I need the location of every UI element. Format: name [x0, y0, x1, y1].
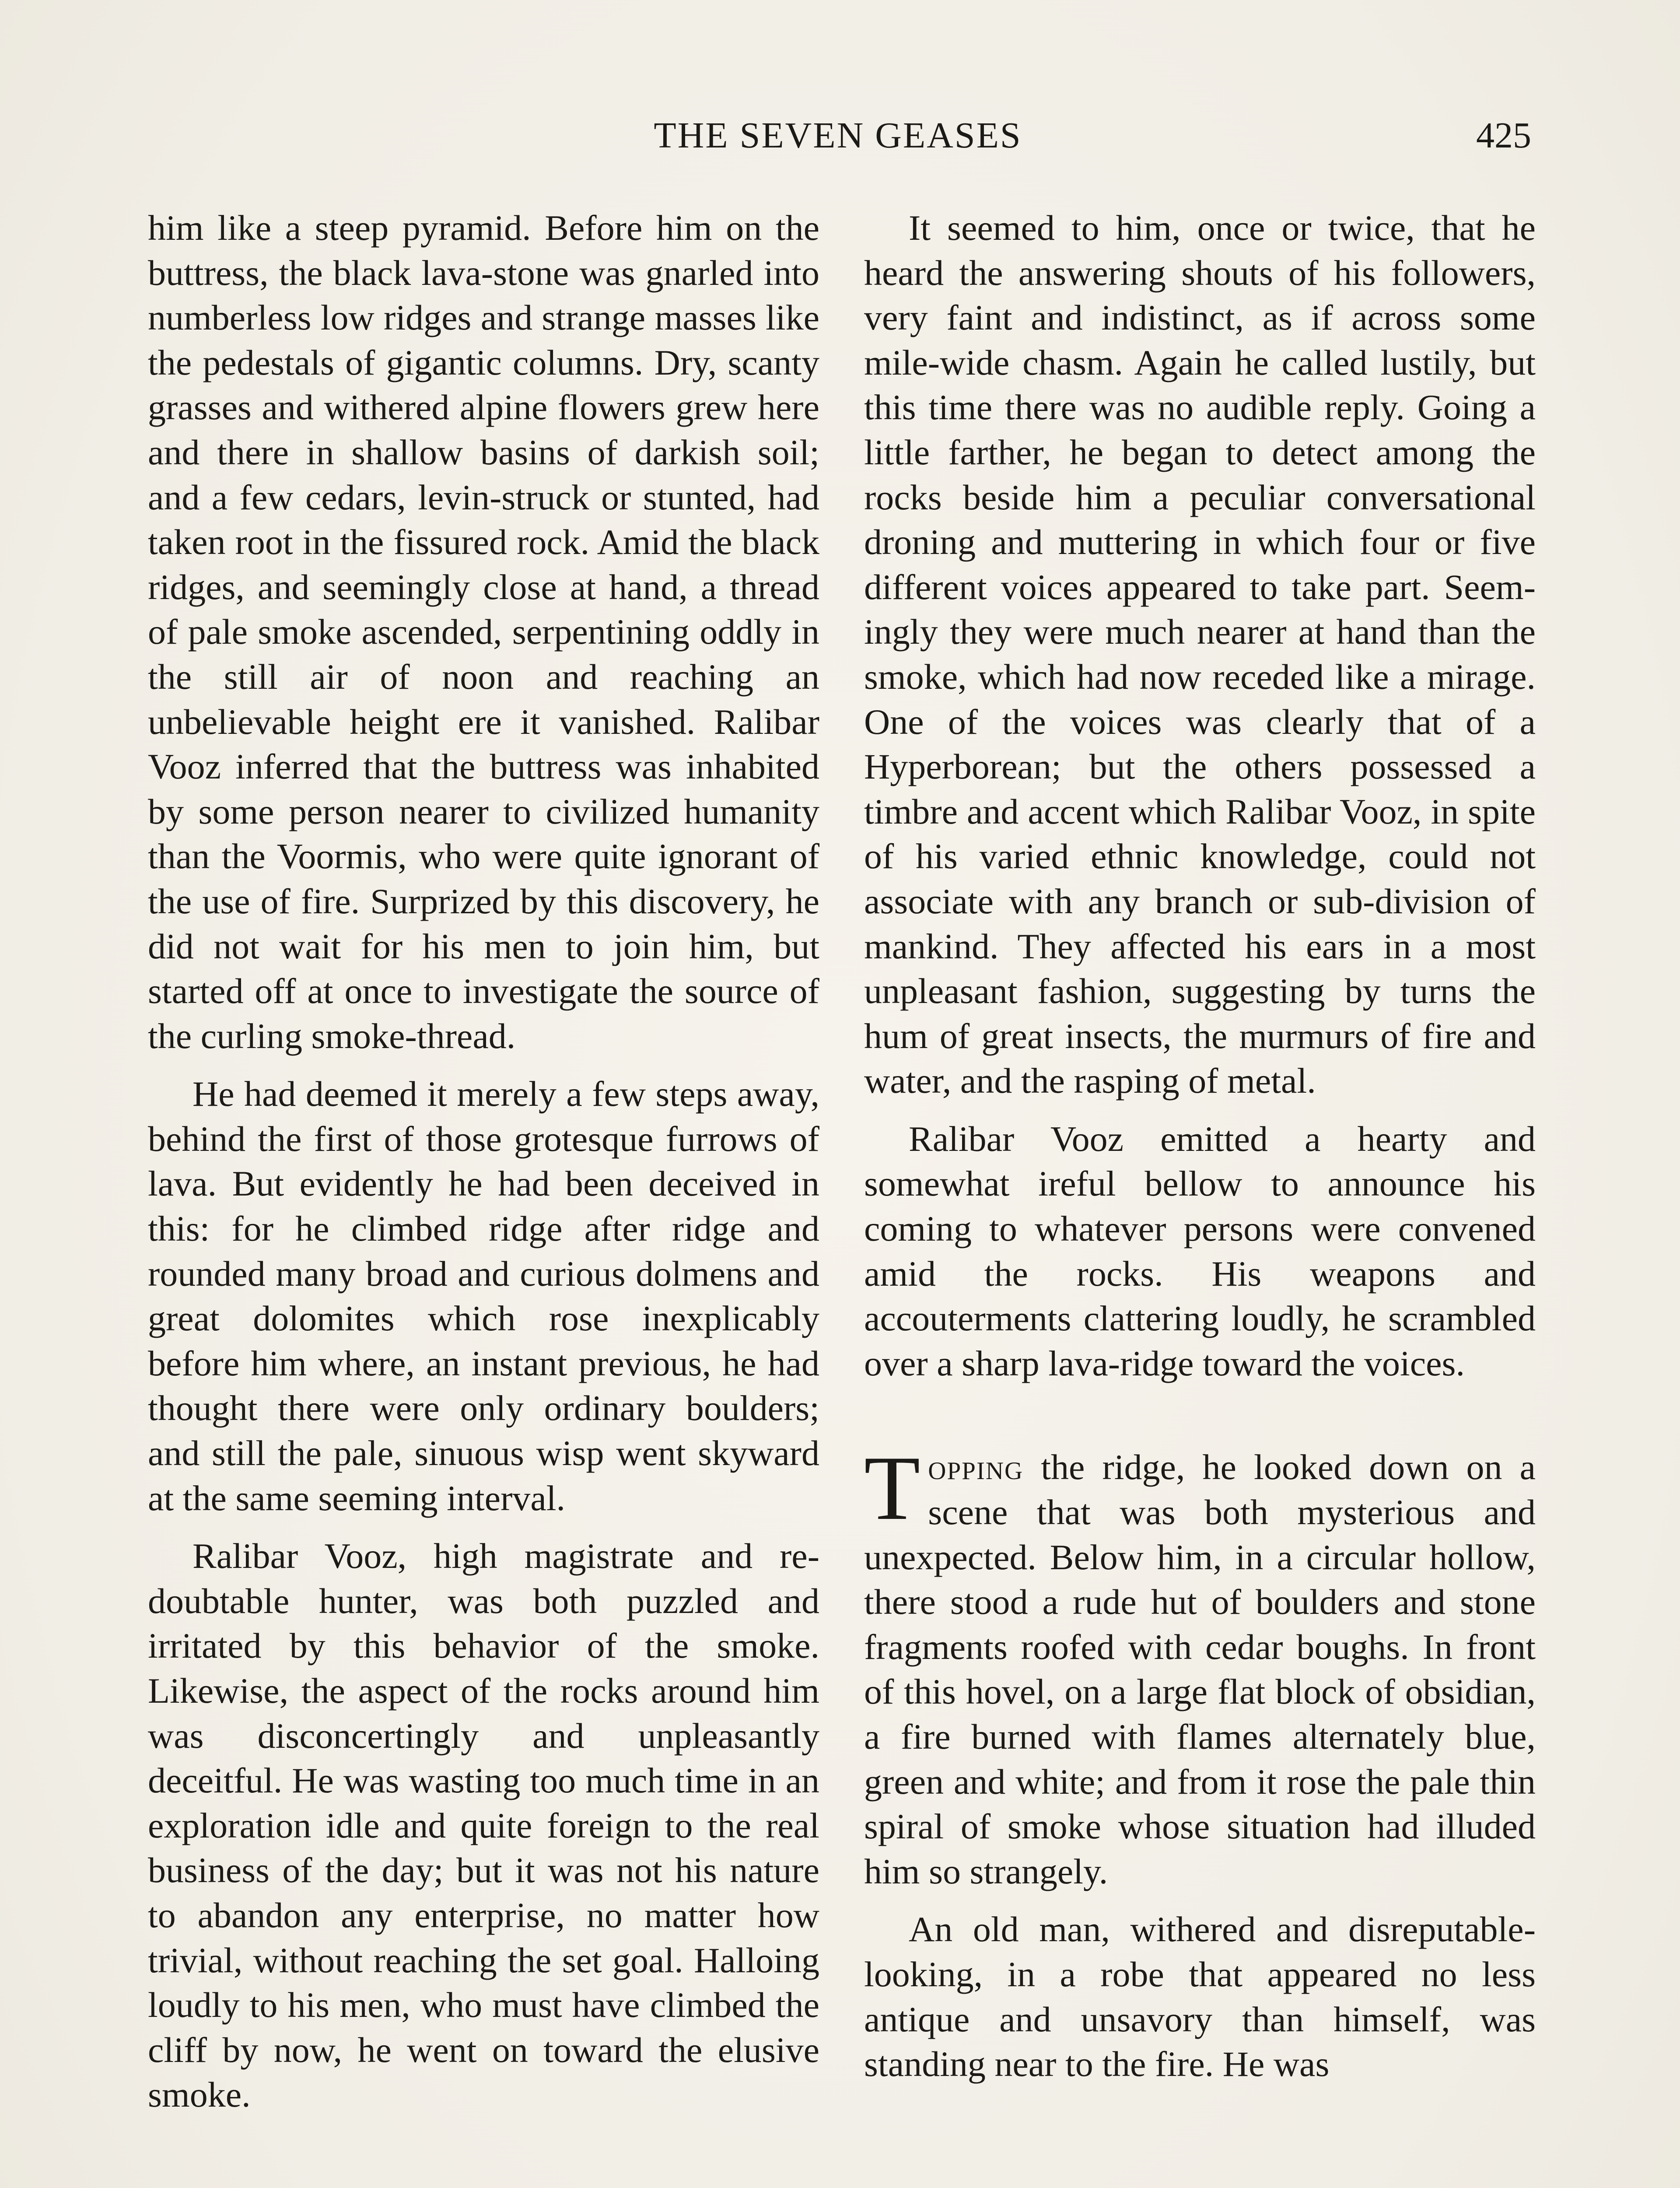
paragraph: An old man, withered and disreputable-looking, in a robe that appeared no less antique and unsavory than himself, was standing near to the fire. He was — [864, 1909, 1536, 2084]
paragraph: him like a steep pyramid. Before him on the buttress, the black lava-stone was gnarled into numberless low ridges and strange masses like the pedestals of gigantic columns. Dry, scanty grasses and withered alpine flowers grew here and there in shallow basins of darkish soil; and a few cedars, levin-struck or stunted, had taken root in the fissured rock. Amid the black ridges, and seemingly close at hand, a thread of pale smoke ascended, serpentining oddly in the still air of noon and reaching an unbelievable height ere it vanished. Ralibar Vooz inferred that the buttress was inhabited by some person nearer to civilized humanity than the Voormis, who were quite ignorant of the use of fire. Surprized by this discovery, he did not wait for his men to join him, but started off at once to investigate the source of the curling smoke-thread. — [148, 208, 819, 1056]
small-caps-lead: opping — [928, 1447, 1024, 1487]
drop-cap: T — [864, 1438, 920, 1539]
paragraph-text: the ridge, he looked down on a scene that was both mysterious and unexpected. Below him, in a circular hollow, there stood a rude hut of boulders and stone fragments roofed with cedar boughs. In front of this hovel, on a large flat block of obsidian, a fire burned with flames alternately blue, green and white; and from it rose the pale thin spiral of smoke whose situation had illuded him so strangely. — [864, 1447, 1536, 1891]
section-opening-paragraph — [864, 1438, 1536, 1894]
paragraph: Ralibar Vooz, high magistrate and redoubtable hunter, was both puzzled and irritated by this behavior of the smoke. Likewise, the aspect of the rocks around him was disconcertingly and unpleasantly deceitful. He was wasting too much time in an exploration idle and quite foreign to the real business of the day; but it was not his nature to abandon any enterprise, no matter how trivial, without reaching the set goal. Halloing loudly to his men, who must have climbed the cliff by now, he went on toward the elusive smoke. — [148, 1536, 819, 2115]
right-column — [864, 206, 1536, 2087]
page-number: 425 — [1476, 115, 1531, 156]
page-title: THE SEVEN GEASES — [654, 115, 1022, 156]
paragraph: He had deemed it merely a few steps away, behind the first of those grotesque furrows of lava. But evidently he had been deceived in this: for he climbed ridge after ridge and rounded many broad and curious dolmens and great dolomites which rose inexplicably before him where, an instant previous, he had thought there were only ordinary boulders; and still the pale, sinuous wisp went skyward at the same seeming interval. — [148, 1074, 819, 1518]
left-column — [148, 206, 819, 2118]
paragraph: Ralibar Vooz emitted a hearty and somewhat ireful bellow to announce his coming to whatever persons were convened amid the rocks. His weapons and accouterments clattering loudly, he scrambled over a sharp lava-ridge toward the voices. — [864, 1119, 1536, 1383]
paragraph: It seemed to him, once or twice, that he heard the answering shouts of his followers, very faint and indistinct, as if across some mile-wide chasm. Again he called lustily, but this time there was no audible reply. Going a little farther, he began to detect among the rocks beside him a peculiar conversational droning and muttering in which four or five different voices appeared to take part. Seemingly they were much nearer at hand than the smoke, which had now receded like a mirage. One of the voices was clearly that of a Hyperborean; but the others possessed a timbre and accent which Ralibar Vooz, in spite of his varied ethnic knowledge, could not associate with any branch or sub-division of mankind. They affected his ears in a most unpleasant fashion, suggesting by turns the hum of great insects, the murmurs of fire and water, and the rasping of metal. — [864, 208, 1536, 1101]
running-head — [144, 112, 1531, 160]
